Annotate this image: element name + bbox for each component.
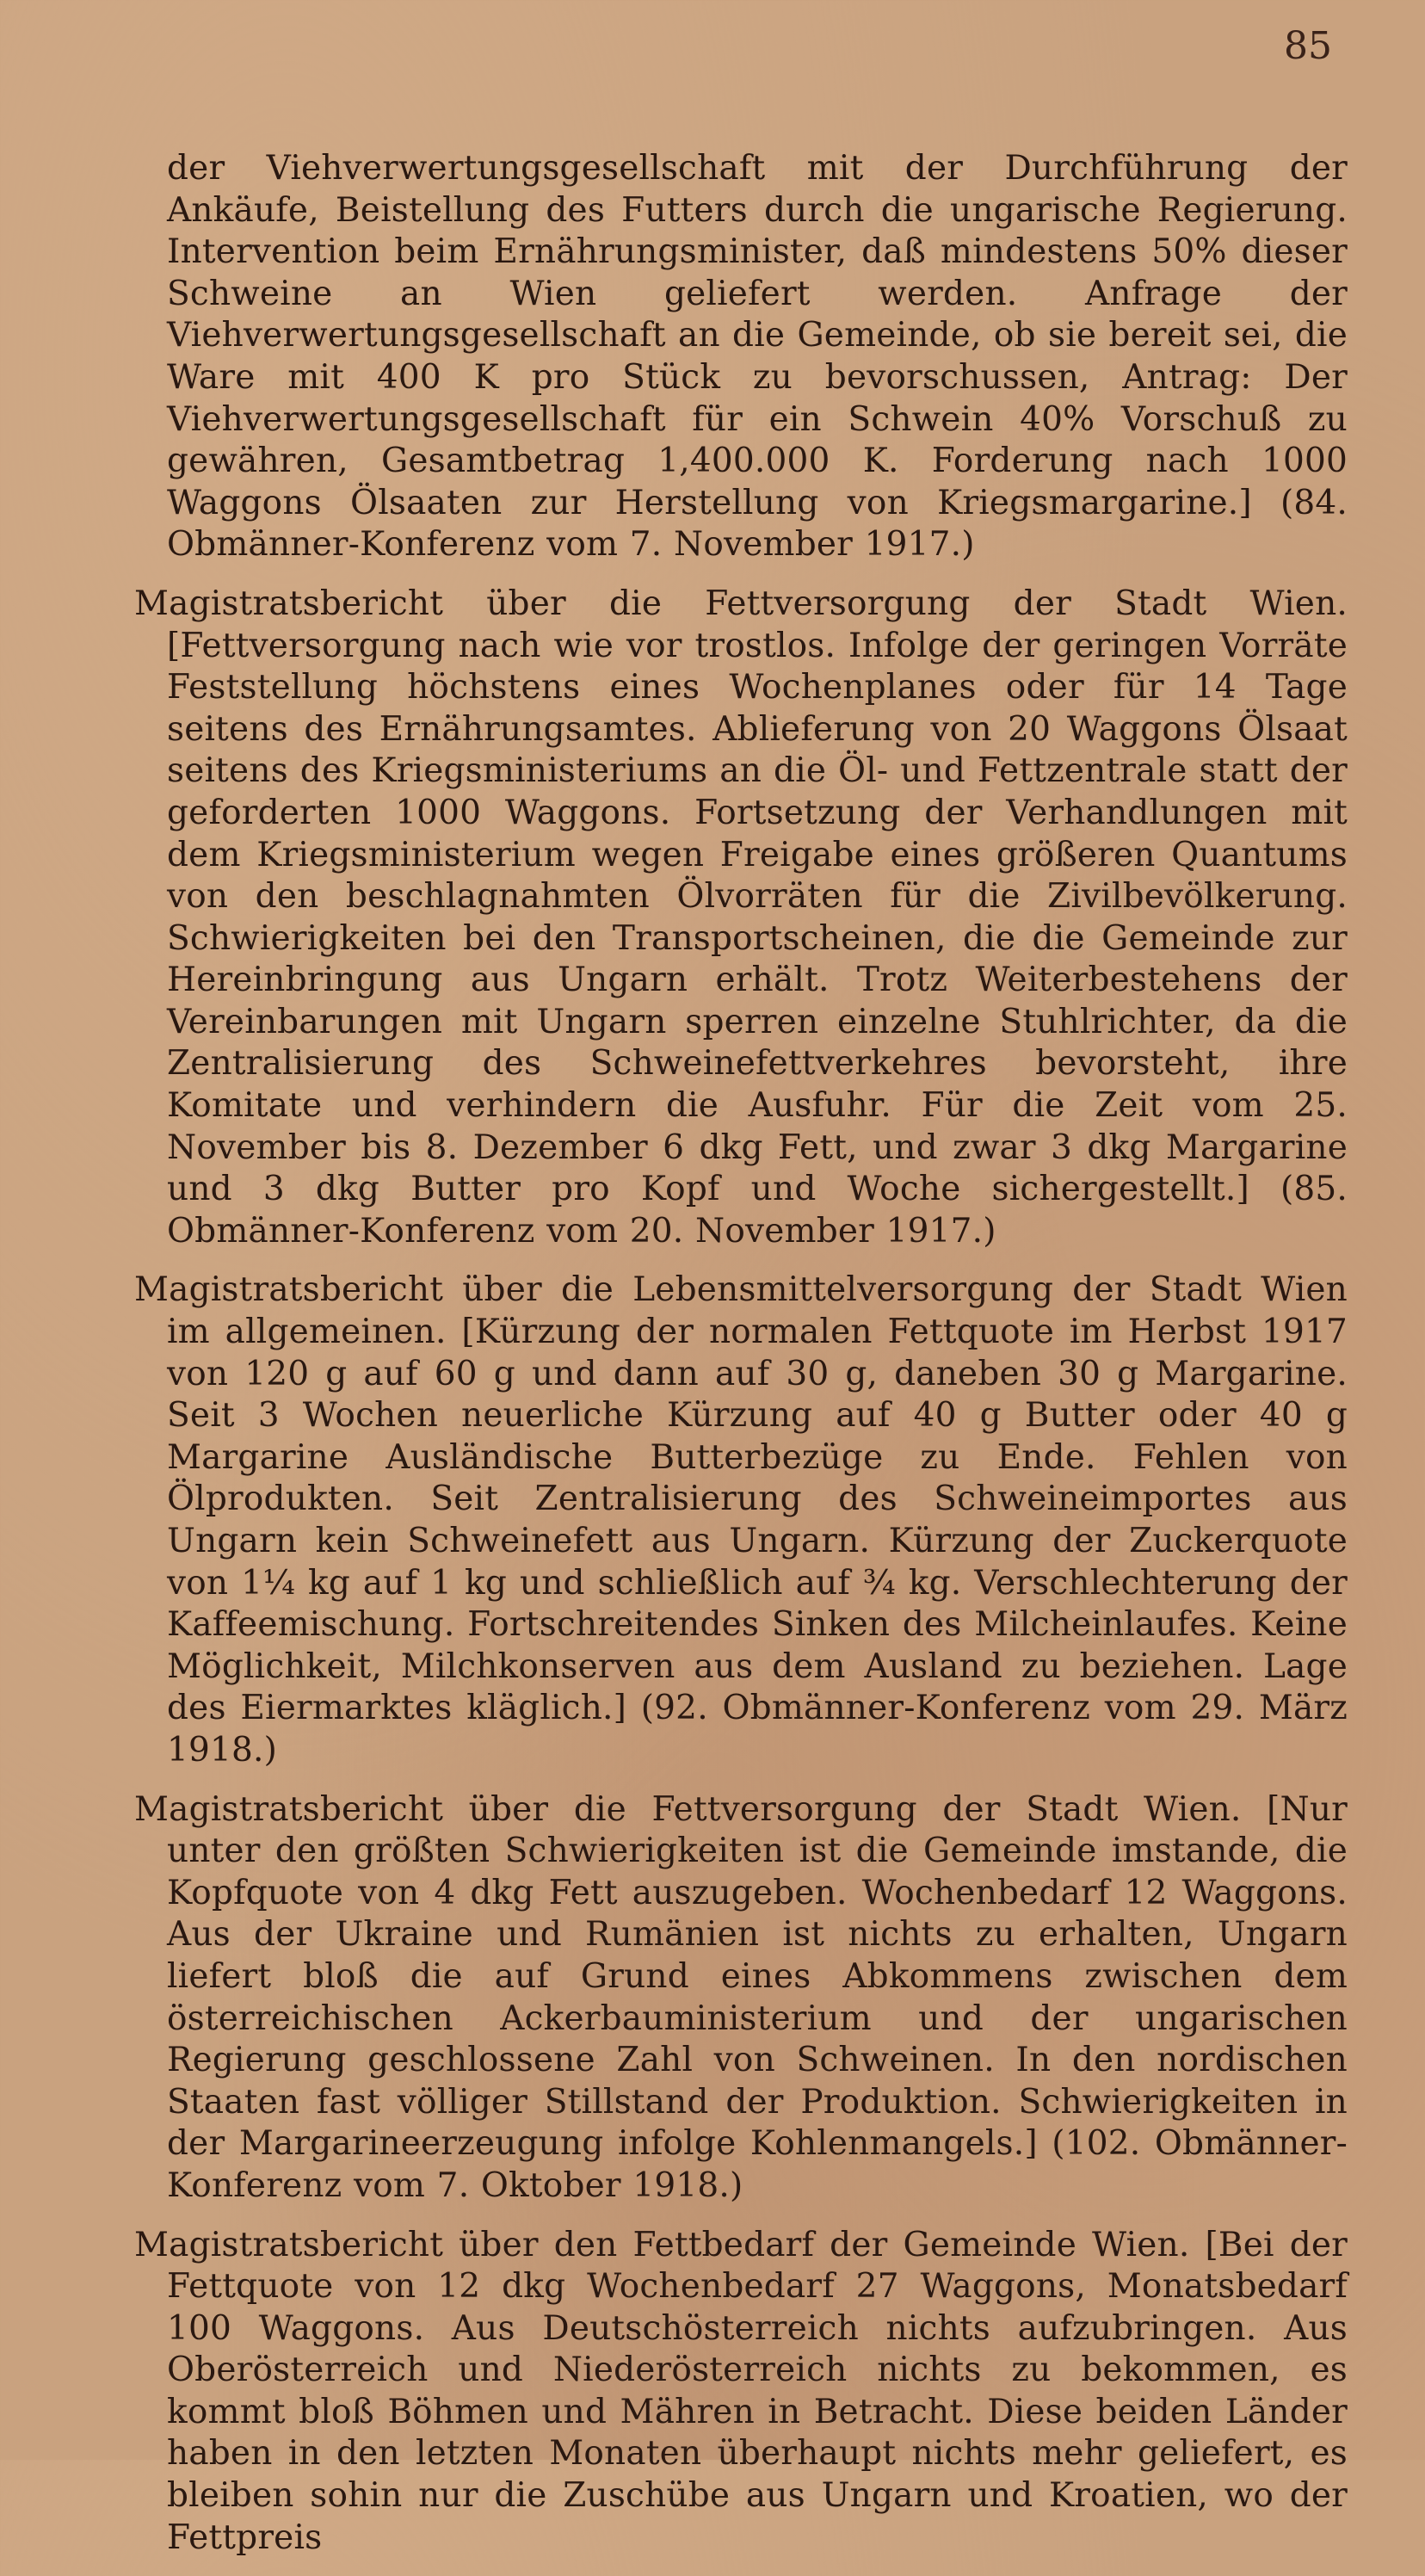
paragraph-entry: Magistratsbericht über die Fettversorgung der Stadt Wien. [Nur unter den größten Schwierigkeiten ist die Gemeinde imstande, die Kopfquote von 4 dkg Fett auszugeben. Wochenbedarf 12 Waggons. Aus der Ukraine und Rumänien ist nichts zu erhalten, Ungarn liefert bloß die auf Grund eines Abkommens zwischen dem österreichischen Ackerbauministerium und der ungarischen Regierung geschlossene Zahl von Schweinen. In den nordischen Staaten fast völliger Stillstand der Produktion. Schwierigkeiten in der Margarineerzeugung infolge Kohlenmangels.] (102. Obmänner-Konferenz vom 7. Oktober 1918.): [134, 1789, 1348, 2205]
paragraph-continuation: der Viehverwertungsgesellschaft mit der Durchführung der Ankäufe, Beistellung des Futters durch die ungarische Regierung. Intervention beim Ernährungsminister, daß mindestens 50% dieser Schweine an Wien geliefert werden. Anfrage der Viehverwertungsgesellschaft an die Gemeinde, ob sie bereit sei, die Ware mit 400 K pro Stück zu bevorschussen, Antrag: Der Viehverwertungsgesellschaft für ein Schwein 40% Vorschuß zu gewähren, Gesamtbetrag 1,400.000 K. Forderung nach 1000 Waggons Ölsaaten zur Herstellung von Kriegsmargarine.] (84. Obmänner-Konferenz vom 7. November 1917.): [167, 149, 1348, 565]
paragraph-entry: Magistratsbericht über die Fettversorgung der Stadt Wien. [Fettversorgung nach wie vor trostlos. Infolge der geringen Vorräte Feststellung höchstens eines Wochenplanes oder für 14 Tage seitens des Ernährungsamtes. Ablieferung von 20 Waggons Ölsaat seitens des Kriegsministeriums an die Öl- und Fettzentrale statt der geforderten 1000 Waggons. Fortsetzung der Verhandlungen mit dem Kriegsministerium wegen Freigabe eines größeren Quantums von den beschlagnahmten Ölvorräten für die Zivilbevölkerung. Schwierigkeiten bei den Transportscheinen, die die Gemeinde zur Hereinbringung aus Ungarn erhält. Trotz Weiterbestehens der Vereinbarungen mit Ungarn sperren einzelne Stuhlrichter, da die Zentralisierung des Schweinefettverkehres bevorsteht, ihre Komitate und verhindern die Ausfuhr. Für die Zeit vom 25. November bis 8. Dezember 6 dkg Fett, und zwar 3 dkg Margarine und 3 dkg Butter pro Kopf und Woche sichergestellt.] (85. Obmänner-Konferenz vom 20. November 1917.): [134, 584, 1348, 1251]
paragraph-entry: Magistratsbericht über den Fettbedarf der Gemeinde Wien. [Bei der Fettquote von 12 dkg Wochenbedarf 27 Waggons, Monatsbedarf 100 Waggons. Aus Deutschösterreich nichts aufzubringen. Aus Oberösterreich und Niederösterreich nichts zu bekommen, es kommt bloß Böhmen und Mähren in Betracht. Diese beiden Länder haben in den letzten Monaten überhaupt nichts mehr geliefert, es bleiben sohin nur die Zuschübe aus Ungarn und Kroatien, wo der Fettpreis: [134, 2225, 1348, 2557]
page-number: 85: [1284, 24, 1332, 68]
paragraph-entry: Magistratsbericht über die Lebensmittelversorgung der Stadt Wien im allgemeinen. [Kürzung der normalen Fettquote im Herbst 1917 von 120 g auf 60 g und dann auf 30 g, daneben 30 g Margarine. Seit 3 Wochen neuerliche Kürzung auf 40 g Butter oder 40 g Margarine Ausländische Butterbezüge zu Ende. Fehlen von Ölprodukten. Seit Zentralisierung des Schweineimportes aus Ungarn kein Schweinefett aus Ungarn. Kürzung der Zuckerquote von 1¼ kg auf 1 kg und schließlich auf ¾ kg. Verschlechterung der Kaffeemischung. Fortschreitendes Sinken des Milcheinlaufes. Keine Möglichkeit, Milchkonserven aus dem Ausland zu beziehen. Lage des Eiermarktes kläglich.] (92. Obmänner-Konferenz vom 29. März 1918.): [134, 1270, 1348, 1770]
page-body: [134, 148, 1348, 2576]
